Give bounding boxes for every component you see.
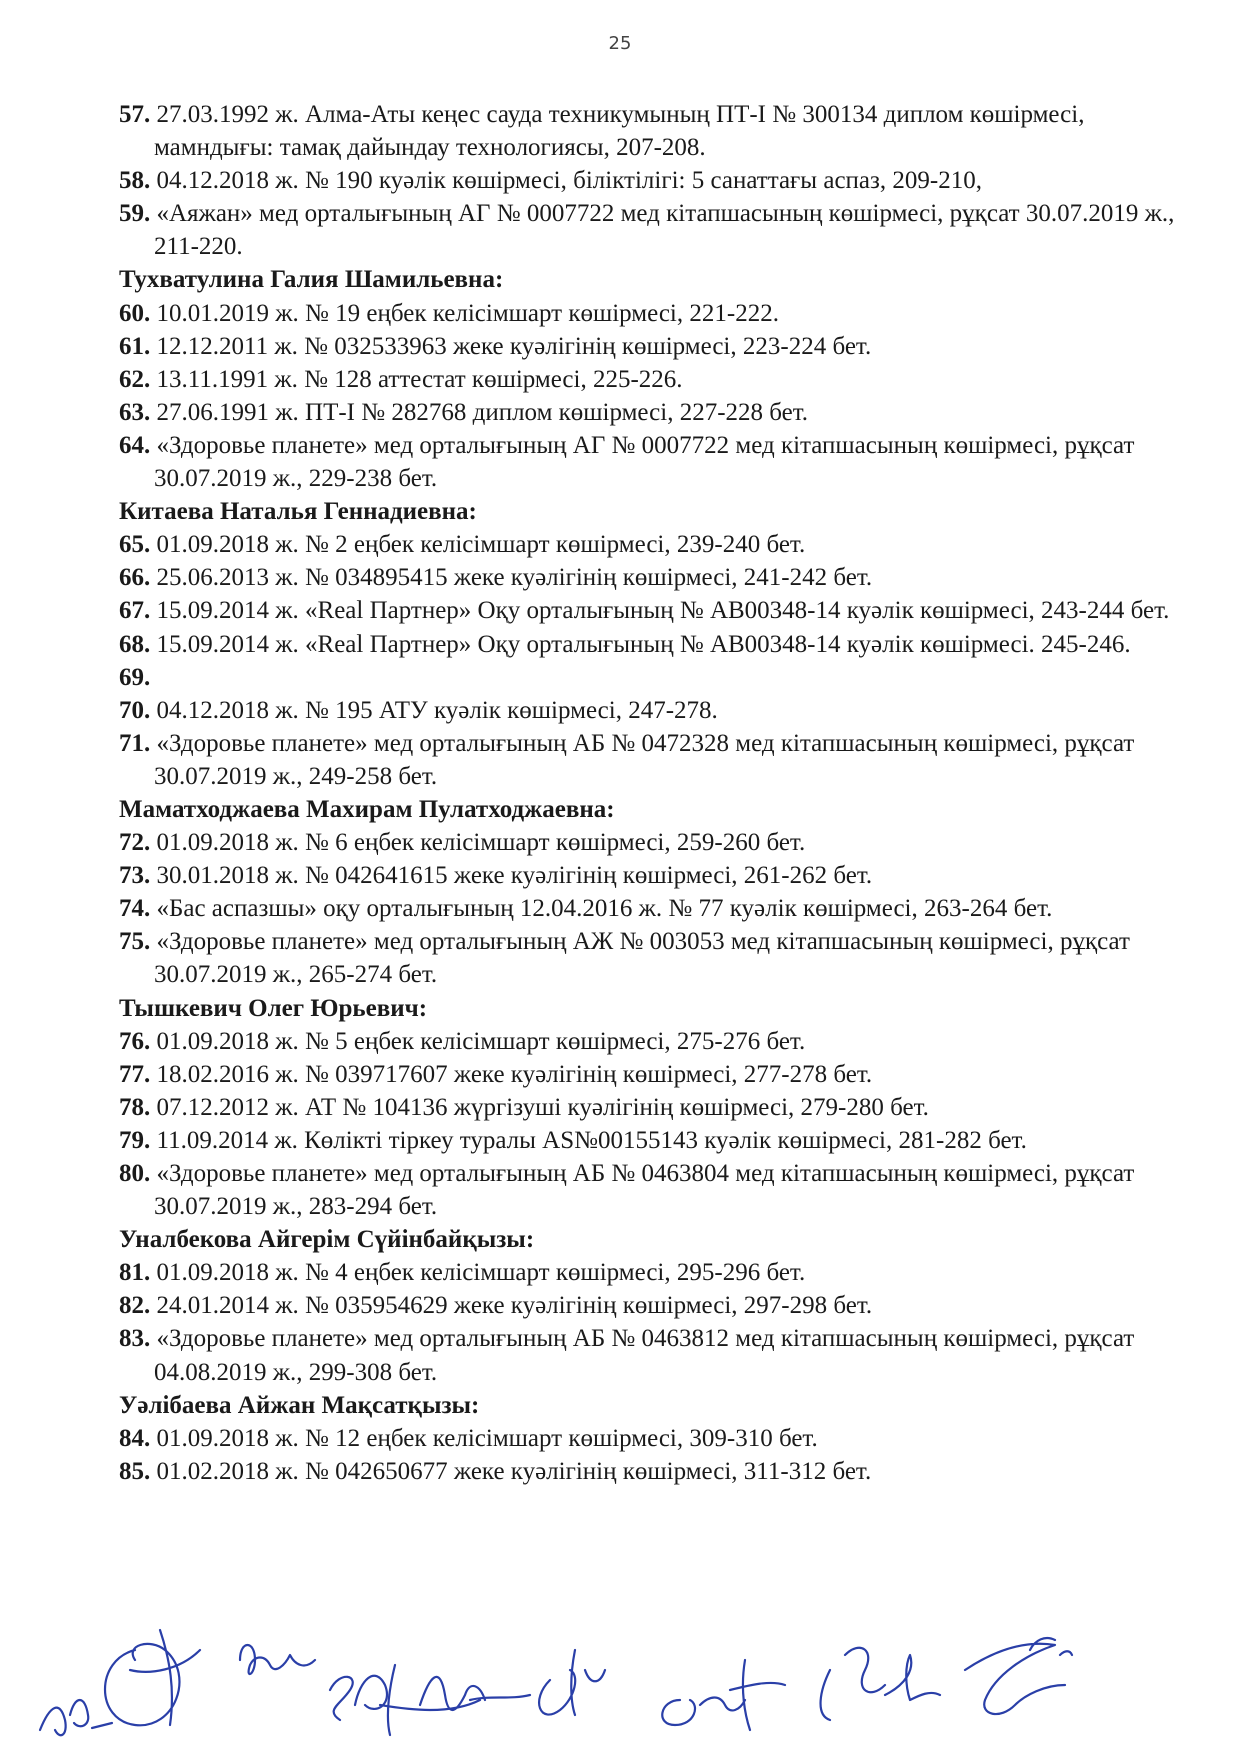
list-item <box>119 1157 1209 1223</box>
item-number: 71. <box>119 729 151 757</box>
item-text: 01.09.2018 ж. № 4 еңбек келісімшарт көшірмесі, 295-296 бет. <box>150 1259 806 1287</box>
list-item <box>119 528 1209 561</box>
list-item <box>119 892 1209 925</box>
list-item <box>119 561 1209 594</box>
item-text: 12.12.2011 ж. № 032533963 жеке куәлігінің көшірмесі, 223-224 бет. <box>150 332 872 360</box>
item-text: 11.09.2014 ж. Көлікті тіркеу туралы AS№00155143 куәлік көшірмесі, 281-282 бет. <box>150 1126 1027 1154</box>
item-number: 72. <box>119 829 151 857</box>
item-text: 04.12.2018 ж. № 195 АТУ куәлік көшірмесі, 247-278. <box>150 696 718 724</box>
item-number: 73. <box>119 862 151 890</box>
item-text: 10.01.2019 ж. № 19 еңбек келісімшарт көшірмесі, 221-222. <box>150 299 779 327</box>
item-number: 61. <box>119 332 151 360</box>
item-number: 78. <box>119 1093 151 1121</box>
item-text: 25.06.2013 ж. № 034895415 жеке куәлігінің көшірмесі, 241-242 бет. <box>150 564 873 592</box>
item-number: 64. <box>119 431 151 459</box>
item-text: 13.11.1991 ж. № 128 аттестат көшірмесі, 225-226. <box>150 365 683 393</box>
item-text: «Здоровье планете» мед орталығының АГ № 0007722 мед кітапшасының көшірмесі, рұқсат 30.07.2019 ж., 229-238 бет. <box>150 431 1135 493</box>
handwritten-signatures <box>30 1610 1190 1745</box>
item-number: 74. <box>119 895 151 923</box>
person-heading: Уәлібаева Айжан Мақсатқызы: <box>119 1391 480 1419</box>
item-text: 04.12.2018 ж. № 190 куәлік көшірмесі, біліктілігі: 5 санаттағы аспаз, 209-210, <box>150 167 982 195</box>
list-item <box>119 1455 1209 1488</box>
item-number: 68. <box>119 630 151 658</box>
list-item <box>119 1422 1209 1455</box>
item-text: «Здоровье планете» мед орталығының АБ № 0463804 мед кітапшасының көшірмесі, рұқсат 30.07.2019 ж., 283-294 бет. <box>150 1160 1135 1221</box>
item-text: «Бас аспазшы» оқу орталығының 12.04.2016 ж. № 77 куәлік көшірмесі, 263-264 бет. <box>150 895 1053 923</box>
list-item <box>119 859 1209 892</box>
list-item <box>119 1025 1209 1058</box>
item-text: 01.02.2018 ж. № 042650677 жеке куәлігінің көшірмесі, 311-312 бет. <box>150 1457 872 1485</box>
person-heading: Китаева Наталья Геннадиевна: <box>119 498 477 526</box>
item-number: 79. <box>119 1126 151 1154</box>
item-number: 81. <box>119 1259 151 1287</box>
list-item <box>119 1058 1209 1091</box>
item-number: 58. <box>119 167 151 195</box>
person-heading: Тышкевич Олег Юрьевич: <box>119 994 428 1022</box>
list-item <box>119 297 1209 330</box>
person-heading: Уналбекова Айгерім Сүйінбайқызы: <box>119 1226 535 1254</box>
list-item <box>119 826 1209 859</box>
item-text: 27.03.1992 ж. Алма-Аты кеңес сауда техникумының ПТ-І № 300134 диплом көшірмесі, мамндығы: тамақ дайындау технологиясы, 207-208. <box>150 101 1085 162</box>
list-item <box>119 1091 1209 1124</box>
list-item <box>119 727 1209 793</box>
item-number: 76. <box>119 1027 151 1055</box>
list-item <box>119 330 1209 363</box>
list-item <box>119 661 1209 694</box>
item-text: 24.01.2014 ж. № 035954629 жеке куәлігінің көшірмесі, 297-298 бет. <box>150 1292 873 1320</box>
list-item <box>119 1289 1209 1322</box>
item-number: 83. <box>119 1325 151 1353</box>
item-text: 15.09.2014 ж. «Real Партнер» Оқу орталығының № АВ00348-14 куәлік көшірмесі, 243-244 бет. <box>150 597 1170 625</box>
item-text: 15.09.2014 ж. «Real Партнер» Оқу орталығының № АВ00348-14 куәлік көшірмесі. 245-246. <box>150 630 1131 658</box>
item-text: 07.12.2012 ж. АТ № 104136 жүргізуші куәлігінің көшірмесі, 279-280 бет. <box>150 1093 929 1121</box>
item-text: «Здоровье планете» мед орталығының АБ № 0472328 мед кітапшасының көшірмесі, рұқсат 30.07.2019 ж., 249-258 бет. <box>150 729 1135 790</box>
item-number: 82. <box>119 1292 151 1320</box>
item-text: «Здоровье планете» мед орталығының АБ № 0463812 мед кітапшасының көшірмесі, рұқсат 04.08.2019 ж., 299-308 бет. <box>150 1325 1135 1386</box>
item-number: 75. <box>119 928 151 956</box>
list-item <box>119 197 1209 263</box>
list-item <box>119 925 1209 991</box>
list-item <box>119 628 1209 661</box>
list-item <box>119 594 1209 627</box>
item-text: 18.02.2016 ж. № 039717607 жеке куәлігінің көшірмесі, 277-278 бет. <box>150 1060 873 1088</box>
list-item <box>119 1124 1209 1157</box>
item-number: 69. <box>119 663 151 691</box>
item-text: «Здоровье планете» мед орталығының АЖ № 003053 мед кітапшасының көшірмесі, рұқсат 30.07.2019 ж., 265-274 бет. <box>150 928 1130 989</box>
item-text: 01.09.2018 ж. № 6 еңбек келісімшарт көшірмесі, 259-260 бет. <box>150 829 806 857</box>
item-number: 63. <box>119 398 151 426</box>
list-item <box>119 1256 1209 1289</box>
item-text: 01.09.2018 ж. № 12 еңбек келісімшарт көшірмесі, 309-310 бет. <box>150 1424 818 1452</box>
item-number: 84. <box>119 1424 151 1452</box>
item-text: 01.09.2018 ж. № 5 еңбек келісімшарт көшірмесі, 275-276 бет. <box>150 1027 806 1055</box>
list-item <box>119 164 1209 197</box>
item-number: 85. <box>119 1457 151 1485</box>
item-number: 62. <box>119 365 151 393</box>
person-heading: Тухватулина Галия Шамильевна: <box>119 266 504 294</box>
item-text: «Аяжан» мед орталығының АГ № 0007722 мед кітапшасының көшірмесі, рұқсат 30.07.2019 ж., 211-220. <box>150 200 1175 261</box>
list-item <box>119 694 1209 727</box>
list-item <box>119 98 1209 164</box>
item-text: 27.06.1991 ж. ПТ-І № 282768 диплом көшірмесі, 227-228 бет. <box>150 398 809 426</box>
item-number: 57. <box>119 101 151 128</box>
list-item <box>119 396 1209 429</box>
item-number: 80. <box>119 1160 151 1187</box>
document-body <box>119 98 1209 1488</box>
item-number: 66. <box>119 564 151 592</box>
item-text: 30.01.2018 ж. № 042641615 жеке куәлігінің көшірмесі, 261-262 бет. <box>150 862 873 890</box>
item-number: 77. <box>119 1060 151 1088</box>
item-number: 60. <box>119 299 151 327</box>
item-number: 59. <box>119 200 151 228</box>
list-item <box>119 363 1209 396</box>
item-number: 67. <box>119 597 151 625</box>
page-number: 25 <box>608 33 632 54</box>
item-number: 70. <box>119 696 151 724</box>
list-item <box>119 429 1209 495</box>
list-item <box>119 1322 1209 1388</box>
item-text: 01.09.2018 ж. № 2 еңбек келісімшарт көшірмесі, 239-240 бет. <box>150 531 806 559</box>
item-number: 65. <box>119 531 151 559</box>
person-heading: Маматходжаева Махирам Пулатходжаевна: <box>119 795 615 823</box>
